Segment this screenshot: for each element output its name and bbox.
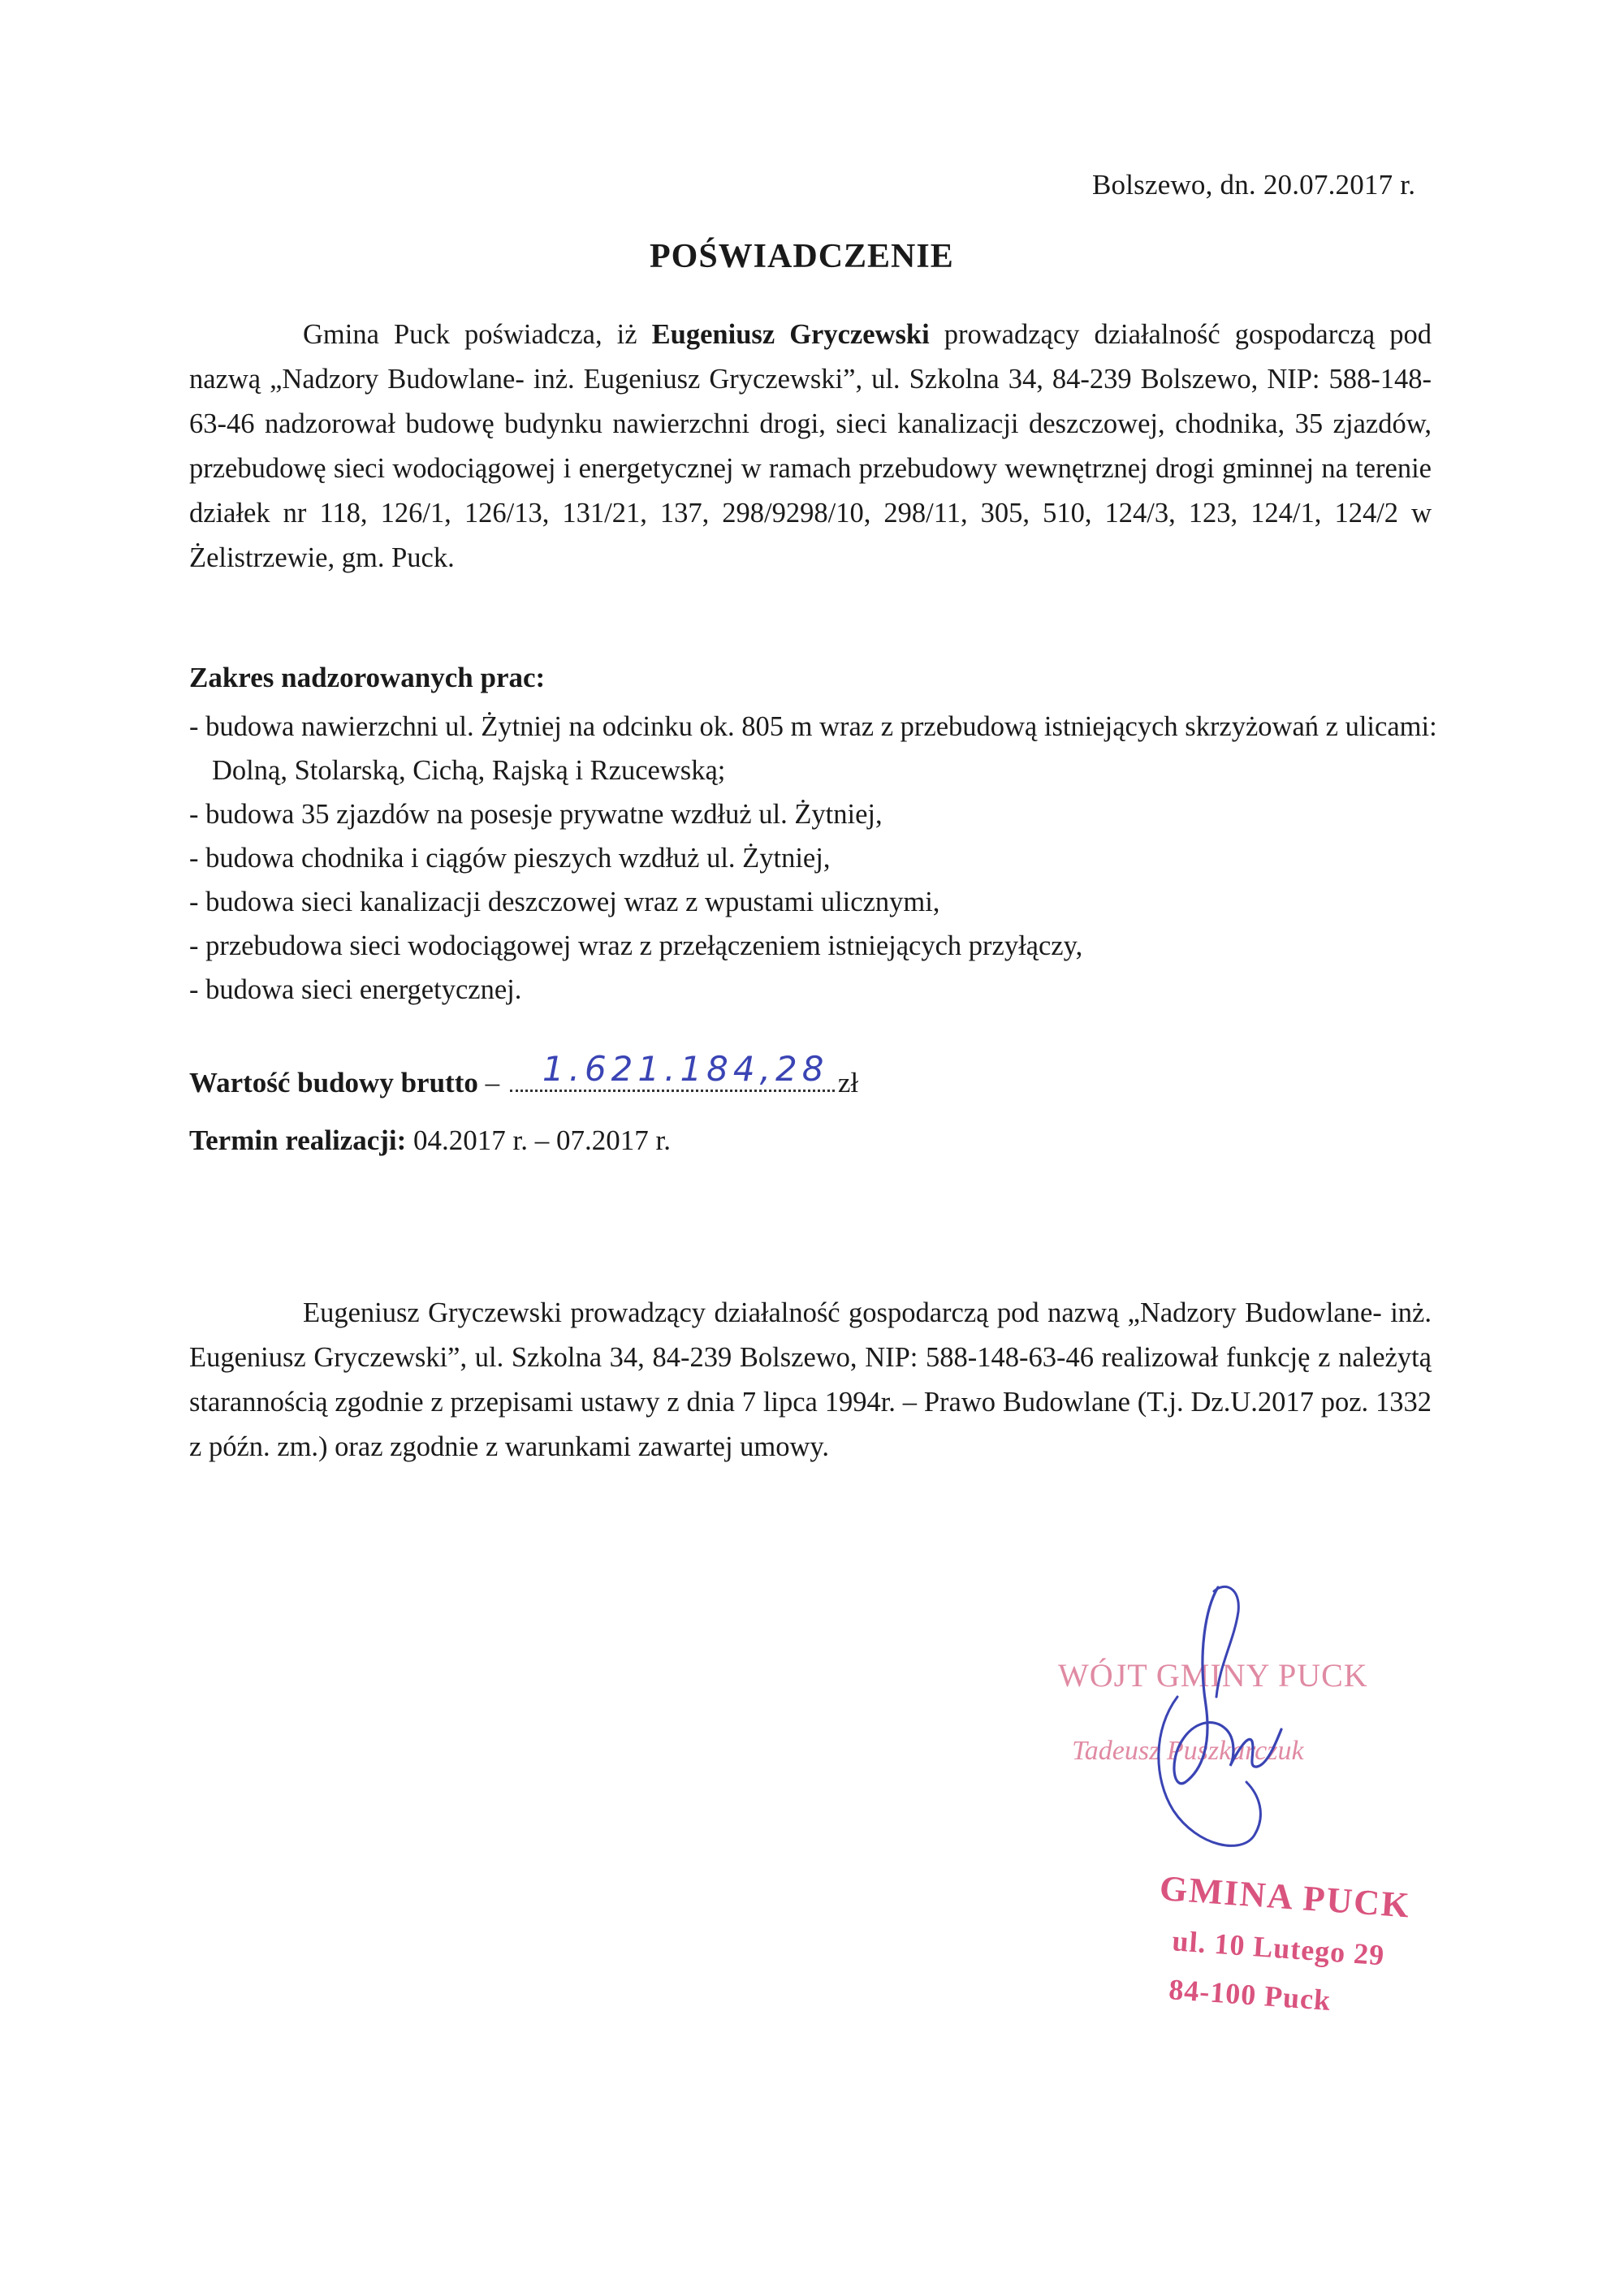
gross-value-dash: – bbox=[477, 1067, 507, 1098]
stamp-line: GMINA PUCK bbox=[1158, 1867, 1412, 1926]
scope-list bbox=[189, 705, 1456, 1012]
gross-value-amount: 1.621.184,28 bbox=[542, 1049, 829, 1089]
list-item: - budowa sieci energetycznej. bbox=[189, 974, 522, 1005]
place-date: Bolszewo, dn. 20.07.2017 r. bbox=[1092, 169, 1416, 201]
stamp-title: WÓJT GMINY PUCK bbox=[1058, 1657, 1368, 1694]
paragraph-body: prowadzący działalność gospodarczą pod nazwą „Nadzory Budowlane- inż. Eugeniusz Gryczewski”, ul. Szkolna 34, 84-239 Bolszewo, NIP: 588-148-63-46 nadzorował budowę budynku nawierzchni drogi, sieci kanalizacji deszczowej, chodnika, 35 zjazdów, przebudowę sieci wodociągowej i energetycznej w ramach przebudowy wewnętrznej drogi gminnej na terenie działek nr 118, 126/1, 126/13, 131/21, 137, 298/9298/10, 298/11, 305, 510, 124/3, 123, 124/1, 124/2 w Żelistrzewie, gm. Puck. bbox=[189, 319, 1432, 573]
scope-heading: Zakres nadzorowanych prac: bbox=[189, 662, 546, 693]
gross-value-label: Wartość budowy brutto bbox=[189, 1067, 478, 1098]
list-item: - przebudowa sieci wodociągowej wraz z przełączeniem istniejących przyłączy, bbox=[189, 930, 1083, 961]
paragraph-intro: Gmina Puck poświadcza, iż bbox=[303, 319, 652, 350]
term-value: 04.2017 r. – 07.2017 r. bbox=[406, 1124, 671, 1156]
address-stamp bbox=[1149, 1867, 1485, 2060]
contractor-name: Eugeniusz Gryczewski bbox=[651, 319, 930, 350]
compliance-text: Eugeniusz Gryczewski prowadzący działalność gospodarczą pod nazwą „Nadzory Budowlane- inż. Eugeniusz Gryczewski”, ul. Szkolna 34, 84-239 Bolszewo, NIP: 588-148-63-46 realizował funkcję z należytą starannością zgodnie z przepisami ustawy z dnia 7 lipca 1994r. – Prawo Budowlane (T.j. Dz.U.2017 poz. 1332 z późn. zm.) oraz zgodnie z warunkami zawartej umowy. bbox=[189, 1297, 1432, 1462]
gross-value-field bbox=[510, 1049, 835, 1092]
gross-value-line bbox=[189, 1049, 859, 1099]
stamp-line: 84-100 Puck bbox=[1168, 1973, 1332, 2017]
stamp-line: ul. 10 Lutego 29 bbox=[1171, 1924, 1386, 1972]
certification-paragraph bbox=[189, 313, 1432, 580]
list-item: - budowa 35 zjazdów na posesje prywatne wzdłuż ul. Żytniej, bbox=[189, 799, 883, 830]
list-item: - budowa nawierzchni ul. Żytniej na odcinku ok. 805 m wraz z przebudową istniejących skrzyżowań z ulicami: Dolną, Stolarską, Cichą, Rajską i Rzucewską; bbox=[189, 711, 1437, 786]
completion-term-line bbox=[189, 1124, 671, 1157]
compliance-paragraph bbox=[189, 1291, 1432, 1470]
gross-value-currency: zł bbox=[837, 1067, 859, 1098]
list-item: - budowa chodnika i ciągów pieszych wzdłuż ul. Żytniej, bbox=[189, 843, 831, 874]
stamp-name: Tadeusz Puszkarczuk bbox=[1072, 1736, 1304, 1766]
list-item: - budowa sieci kanalizacji deszczowej wraz z wpustami ulicznymi, bbox=[189, 887, 940, 917]
term-label: Termin realizacji: bbox=[189, 1124, 407, 1156]
document-title: POŚWIADCZENIE bbox=[650, 238, 954, 275]
